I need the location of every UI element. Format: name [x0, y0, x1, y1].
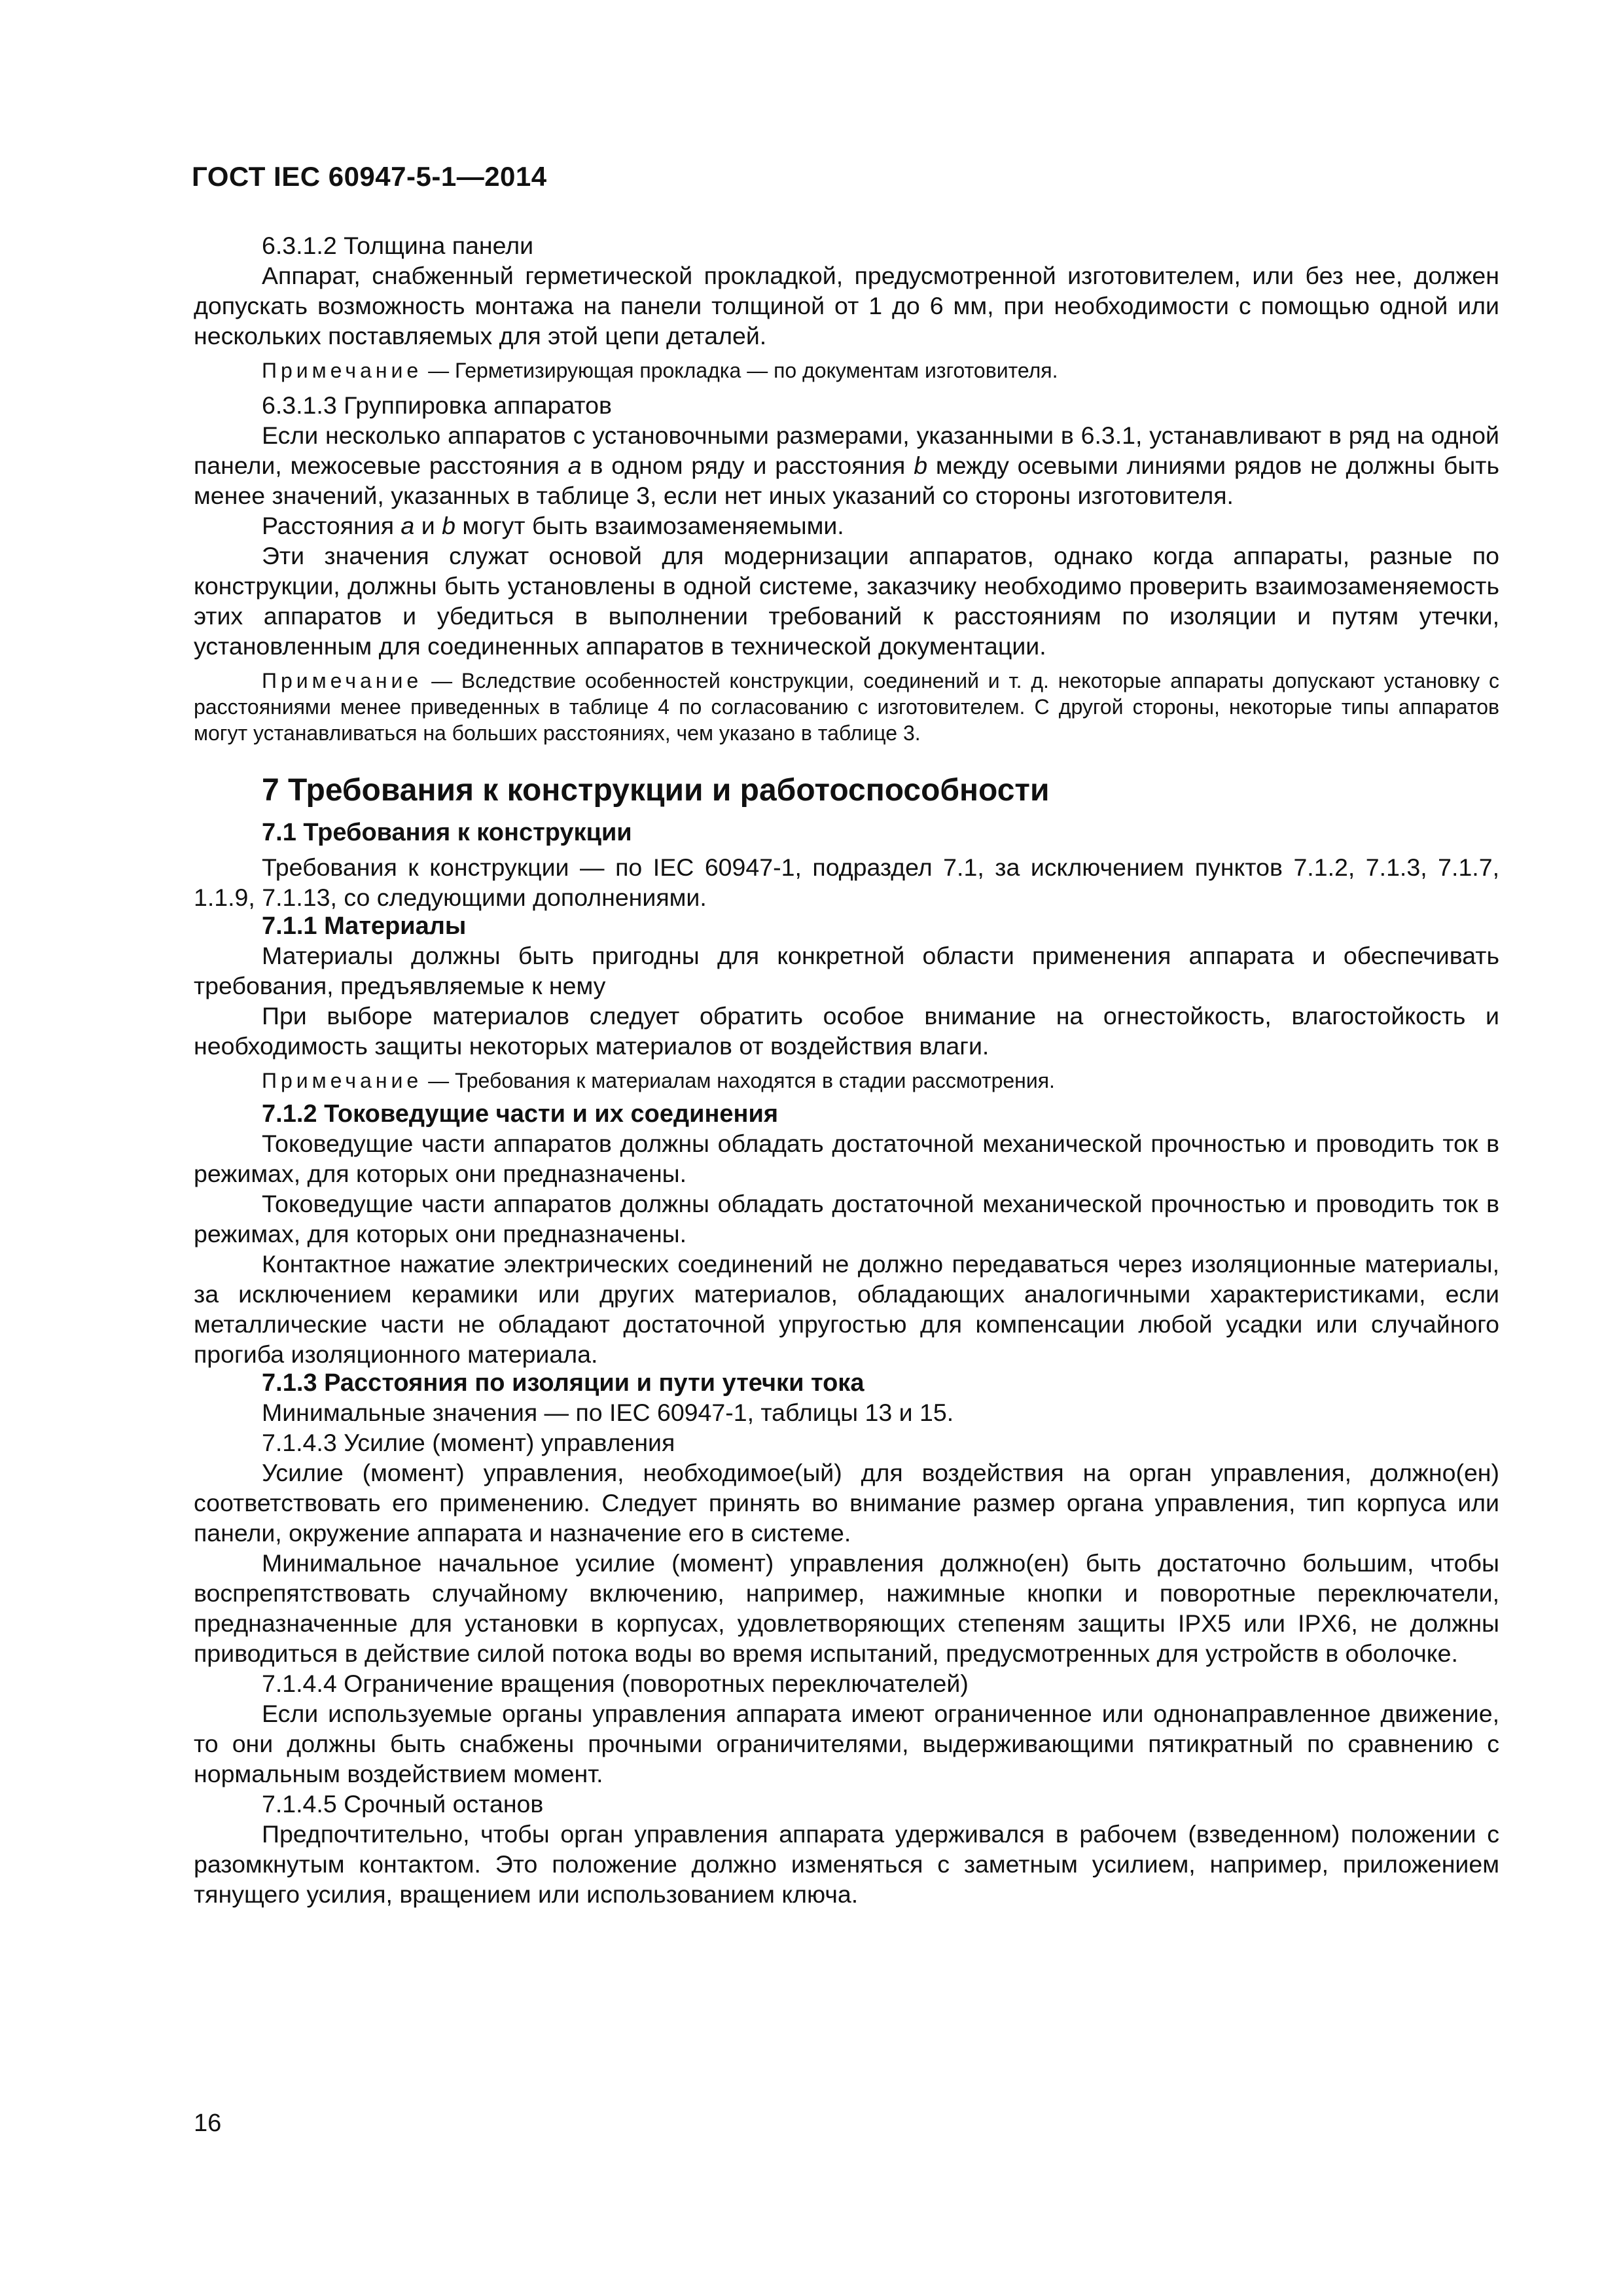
clause-7-1-4-4-title: 7.1.4.4 Ограничение вращения (поворотных переключателей) [262, 1670, 969, 1697]
variable-b: b [442, 512, 455, 539]
document-body [194, 230, 1499, 1909]
text-run: Расстояния [262, 512, 401, 539]
variable-a: а [401, 512, 415, 539]
note-text: — Герметизирующая прокладка — по документам изготовителя. [422, 359, 1058, 382]
clause-7-1-4-3-paragraph-2: Минимальное начальное усилие (момент) управления должно(ен) быть достаточно большим, чтобы воспрепятствовать случайному включению, например, нажимные кнопки и поворотные переключатели, предназначенные для установки в корпусах, удовлетворяющих степеням защиты IPX5 или IPX6, не должны приводиться в действие силой потока воды во время испытаний, предусмотренных для устройств в оболочке. [194, 1549, 1499, 1667]
page-number: 16 [194, 2109, 222, 2137]
variable-b: b [914, 452, 928, 479]
text-run: между осевыми линиями рядов не должны быть менее значений, указанных в таблице 3, если нет иных указаний со стороны изготовителя. [194, 452, 1499, 509]
clause-6-3-1-2-note [194, 357, 1499, 384]
variable-a: а [567, 452, 582, 479]
clause-6-3-1-3-paragraph-1 [194, 420, 1499, 511]
note-label: Примечание [262, 359, 423, 382]
section-7-1-3-paragraph: Минимальные значения — по IEC 60947-1, таблицы 13 и 15. [262, 1399, 954, 1426]
note-text: — Вследствие особенностей конструкции, соединений и т. д. некоторые аппараты допускают установку с расстояниями менее приведенных в таблице 4 по согласованию с изготовителем. С другой стороны, некоторые типы аппаратов могут устанавливаться на больших расстояниях, чем указано в таблице 3. [194, 669, 1499, 745]
section-7-1-paragraph: Требования к конструкции — по IEC 60947-1, подраздел 7.1, за исключением пунктов 7.1.2, 7.1.3, 7.1.7, 1.1.9, 7.1.13, со следующими дополнениями. [194, 853, 1499, 911]
section-7-1-1-paragraph-1: Материалы должны быть пригодны для конкретной области применения аппарата и обеспечивать требования, предъявляемые к нему [194, 942, 1499, 999]
clause-7-1-4-3-title: 7.1.4.3 Усилие (момент) управления [262, 1429, 675, 1456]
section-7-1-2-heading: 7.1.2 Токоведущие части и их соединения [262, 1100, 779, 1128]
clause-6-3-1-3-paragraph-2 [194, 511, 1499, 541]
text-run: в одном ряду и расстояния [581, 452, 914, 479]
section-7-1-2-paragraph-1: Токоведущие части аппаратов должны обладать достаточной механической прочностью и проводить ток в режимах, для которых они предназначены. [194, 1130, 1499, 1187]
section-7-1-1-paragraph-2: При выборе материалов следует обратить особое внимание на огнестойкость, влагостойкость и необходимость защиты некоторых материалов от воздействия влаги. [194, 1002, 1499, 1060]
clause-7-1-4-5-paragraph: Предпочтительно, чтобы орган управления аппарата удерживался в рабочем (взведенном) положении с разомкнутым контактом. Это положение должно изменяться с заметным усилием, например, приложением тянущего усилия, вращением или использованием ключа. [194, 1820, 1499, 1908]
note-label: Примечание [262, 669, 423, 692]
note-label: Примечание [262, 1069, 423, 1092]
section-7-1-1-note [194, 1067, 1499, 1094]
clause-7-1-4-3-paragraph-1: Усилие (момент) управления, необходимое(ый) для воздействия на орган управления, должно(ен) соответствовать его применению. Следует принять во внимание размер органа управления, тип корпуса или панели, окружение аппарата и назначение его в системе. [194, 1459, 1499, 1547]
clause-6-3-1-3-title: 6.3.1.3 Группировка аппаратов [262, 391, 612, 419]
section-7-1-2-paragraph-3: Контактное нажатие электрических соединений не должно передаваться через изоляционные материалы, за исключением керамики или других материалов, обладающих аналогичными характеристиками, если металлические части не обладают достаточной упругостью для компенсации любой усадки или случайного прогиба изоляционного материала. [194, 1250, 1499, 1368]
section-7-1-3-heading: 7.1.3 Расстояния по изоляции и пути утечки тока [262, 1369, 865, 1397]
clause-7-1-4-5-title: 7.1.4.5 Срочный останов [262, 1790, 544, 1818]
document-header: ГОСТ IEC 60947-5-1—2014 [192, 161, 547, 192]
clause-6-3-1-2-title: 6.3.1.2 Толщина панели [262, 232, 534, 259]
text-run: и [414, 512, 442, 539]
note-text: — Требования к материалам находятся в стадии рассмотрения. [422, 1069, 1055, 1092]
clause-6-3-1-3-paragraph-3: Эти значения служат основой для модернизации аппаратов, однако когда аппараты, разные по конструкции, должны быть установлены в одной системе, заказчику необходимо проверить взаимозаменяемость этих аппаратов и убедиться в выполнении требований к расстояниям по изоляции и путям утечки, установленным для соединенных аппаратов в технической документации. [194, 542, 1499, 660]
section-7-1-heading: 7.1 Требования к конструкции [262, 819, 632, 846]
clause-7-1-4-4-paragraph: Если используемые органы управления аппарата имеют ограниченное или однонаправленное движение, то они должны быть снабжены прочными ограничителями, выдерживающими пятикратный по сравнению с нормальным воздействием момент. [194, 1700, 1499, 1787]
section-7-heading: 7 Требования к конструкции и работоспособности [262, 773, 1050, 808]
clause-6-3-1-3-note [194, 668, 1499, 746]
text-run: Если несколько аппаратов с установочными размерами, указанными в 6.3.1, устанавливают в ряд на одной панели, межосевые расстояния [194, 422, 1499, 479]
section-7-1-1-heading: 7.1.1 Материалы [262, 912, 467, 940]
clause-6-3-1-2-paragraph: Аппарат, снабженный герметической прокладкой, предусмотренной изготовителем, или без нее, должен допускать возможность монтажа на панели толщиной от 1 до 6 мм, при необходимости с помощью одной или нескольких поставляемых для этой цепи деталей. [194, 262, 1499, 350]
text-run: могут быть взаимозаменяемыми. [455, 512, 844, 539]
section-7-1-2-paragraph-2: Токоведущие части аппаратов должны обладать достаточной механической прочностью и проводить ток в режимах, для которых они предназначены. [194, 1190, 1499, 1247]
